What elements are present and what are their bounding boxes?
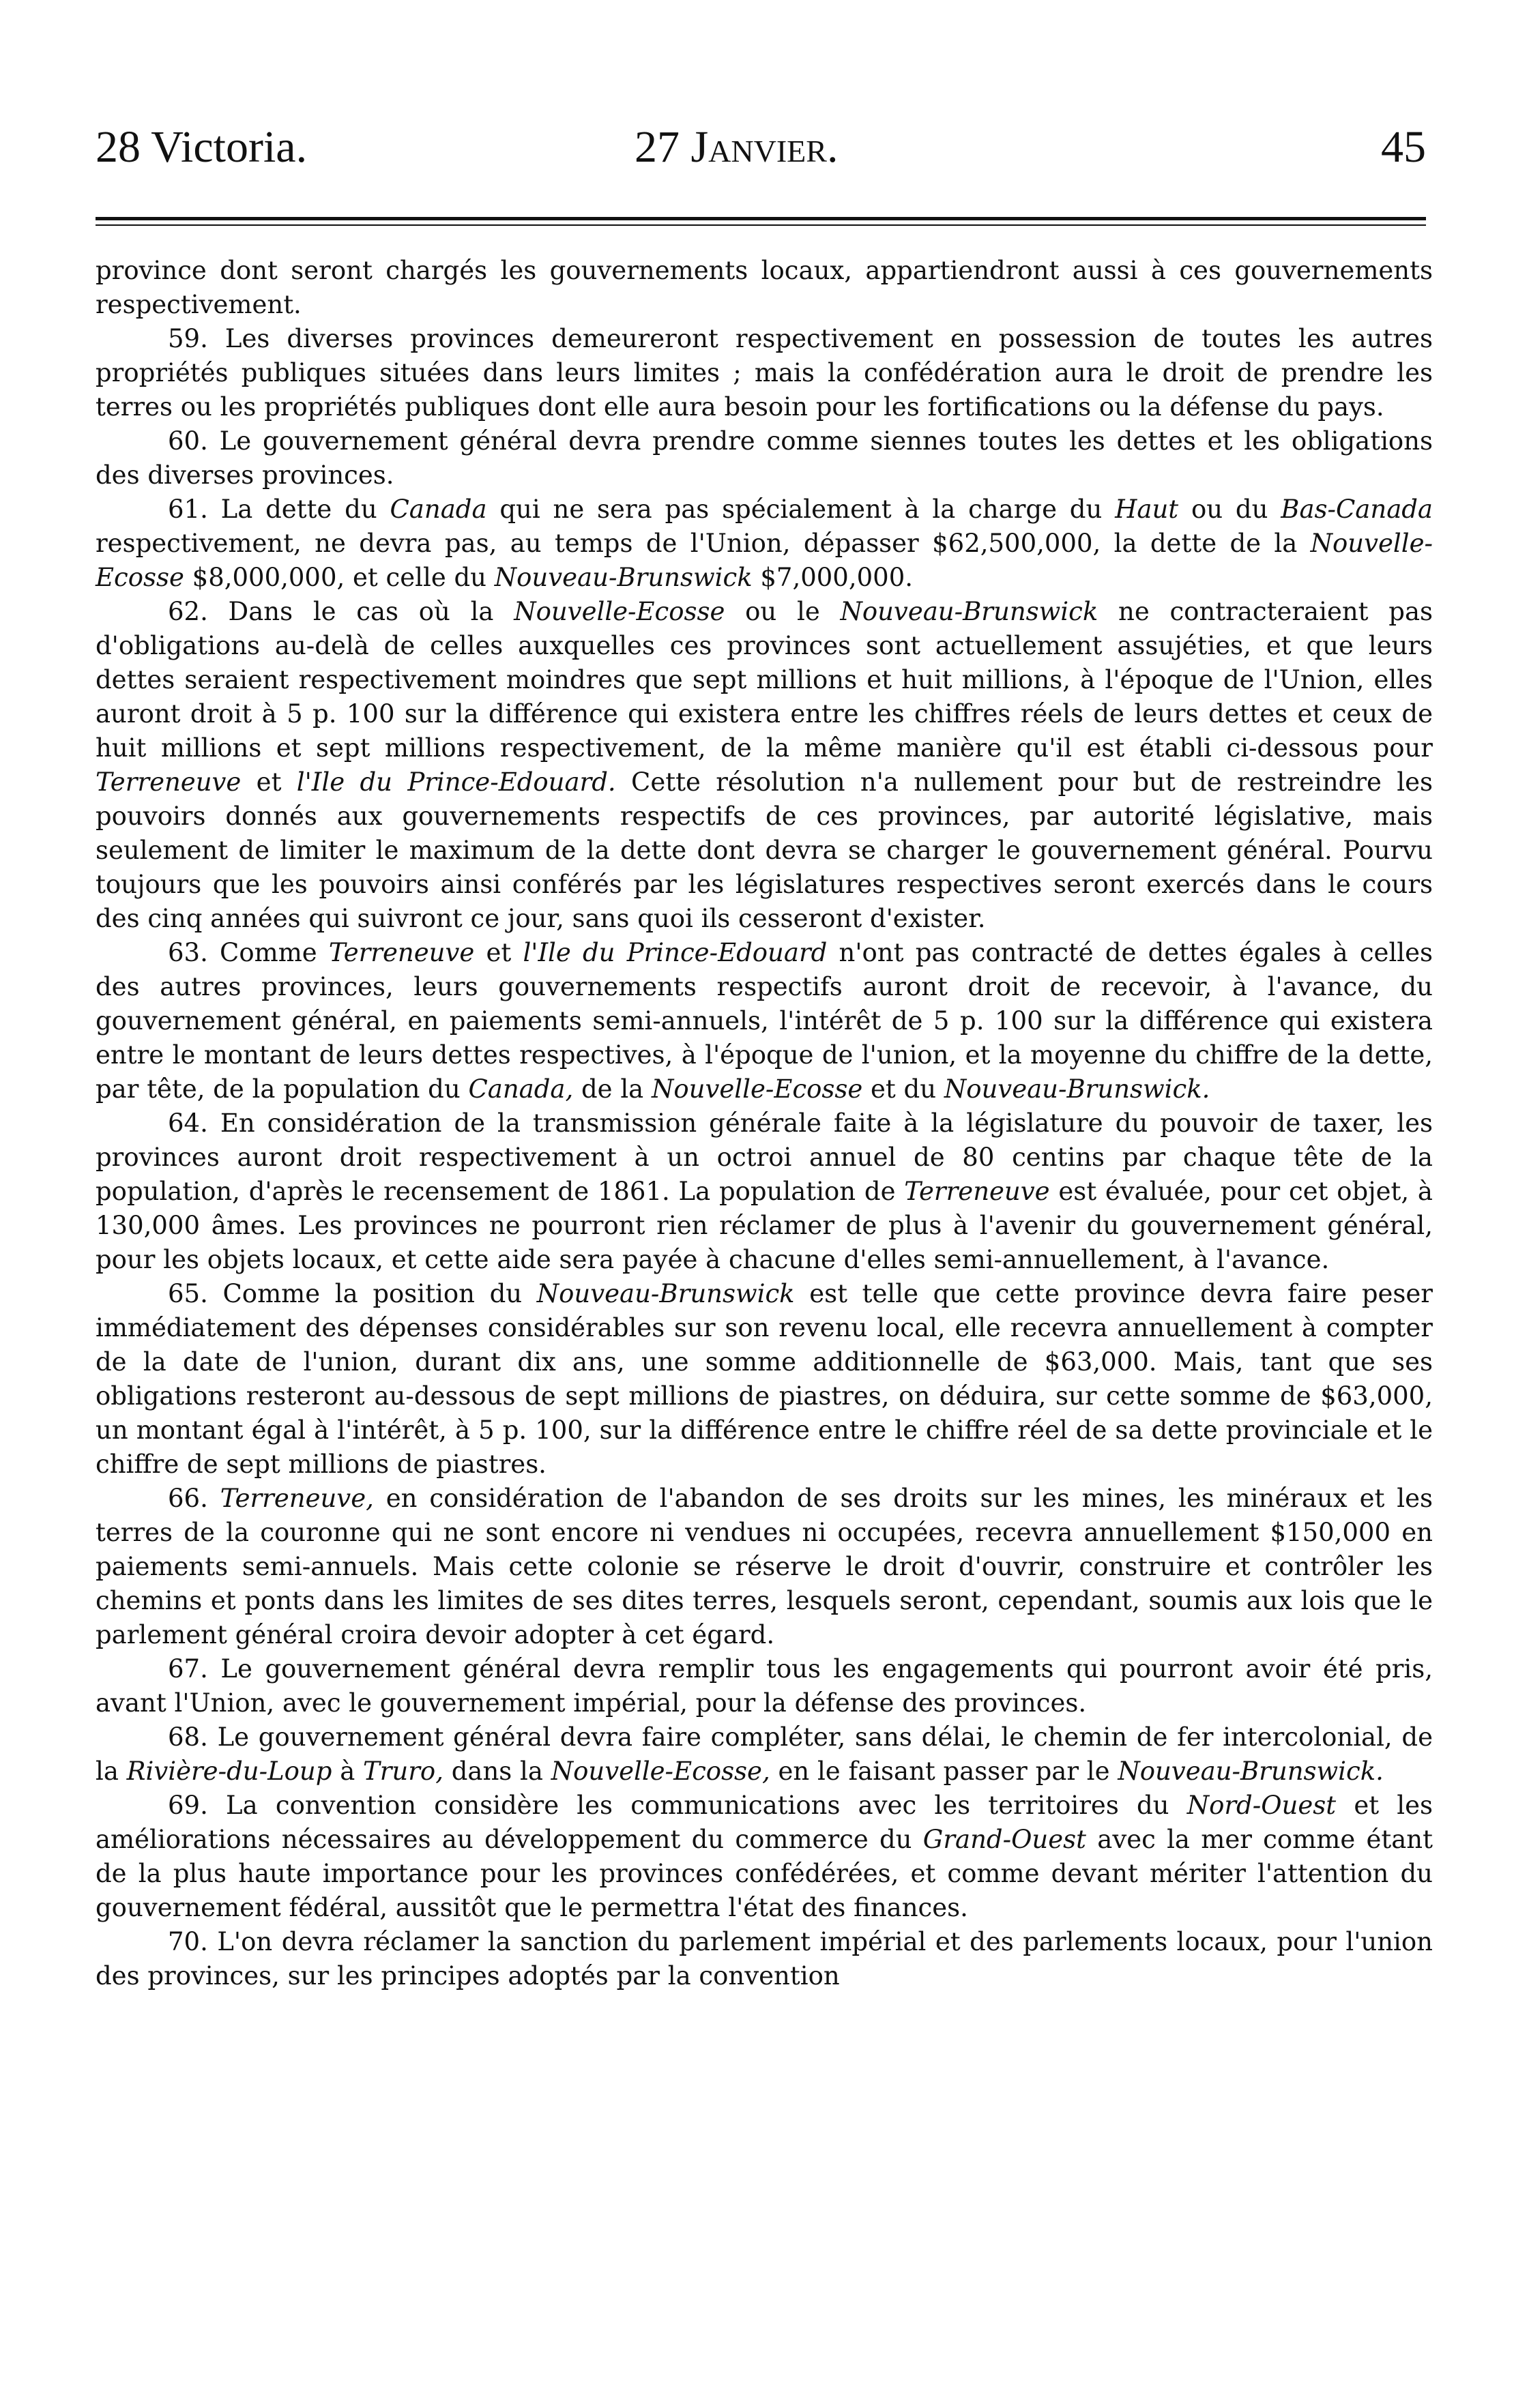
italic-text: Terreneuve: [904, 1177, 1050, 1206]
paragraph-p67: [96, 1652, 1433, 1720]
italic-text: Nord-Ouest: [1187, 1791, 1337, 1820]
text-run: ou du: [1178, 495, 1281, 524]
italic-text: Nouvelle-Ecosse: [514, 597, 725, 626]
text-run: qui ne sera pas spécialement à la charge du: [486, 495, 1116, 524]
italic-text: Terreneuve: [96, 767, 242, 797]
text-run: 64. En considération de la transmission générale faite à la législature du pouvoir de taxer, les provinces auront droit respectivement à un octroi annuel de 80 centins par chaque tête de la population, d'après le recensement de 1861. La population de: [96, 1108, 1433, 1206]
text-run: en le faisant passer par le: [770, 1757, 1118, 1786]
text-run: 63. Comme: [168, 938, 329, 967]
text-run: avec la mer comme étant de la plus haute importance pour les provinces confédérées, et comme devant mériter l'attention du gouvernement fédéral, aussitôt que le permettra l'état des finances.: [96, 1825, 1433, 1922]
paragraph-p60: [96, 424, 1433, 493]
header-rule-thin: [96, 224, 1426, 226]
paragraph-p66: [96, 1482, 1433, 1652]
paragraph-cont: [96, 254, 1433, 322]
text-run: dans la: [443, 1757, 551, 1786]
paragraph-p69: [96, 1789, 1433, 1925]
italic-text: Terreneuve: [328, 938, 475, 967]
italic-text: Nouveau-Brunswick.: [1118, 1757, 1384, 1786]
paragraph-p65: [96, 1277, 1433, 1482]
italic-text: Nouveau-Brunswick: [840, 597, 1098, 626]
text-run: est évaluée, pour cet objet, à 130,000 âmes. Les provinces ne pourront rien réclamer de plus à l'avenir du gouvernement général, pour les objets locaux, et cette aide sera payée à chacune d'elles semi-annuellement, à l'avance.: [96, 1177, 1433, 1274]
italic-text: Grand-Ouest: [922, 1825, 1087, 1854]
text-run: ou le: [725, 597, 841, 626]
text-run: 66.: [168, 1484, 220, 1513]
paragraph-p62: [96, 595, 1433, 936]
paragraph-p59: [96, 322, 1433, 424]
italic-text: l'Ile du Prince-Edouard.: [296, 767, 616, 797]
text-run: Cette résolution n'a nullement pour but de restreindre les pouvoirs donnés aux gouvernements respectifs de ces provinces, par autorité législative, mais seulement de limiter le maximum de la dette dont devra se charger le gouvernement général. Pourvu toujours que les pouvoirs ainsi conférés par les législatures respectives seront exercés dans le cours des cinq années qui suivront ce jour, sans quoi ils cesseront d'exister.: [96, 767, 1433, 933]
paragraph-p63: [96, 936, 1433, 1106]
text-run: 61. La dette du: [168, 495, 390, 524]
text-run: 68. Le gouvernement général devra faire compléter, sans délai, le chemin de fer intercolonial, de la: [96, 1722, 1433, 1786]
italic-text: Nouvelle-Ecosse: [652, 1074, 863, 1104]
text-run: à: [332, 1757, 364, 1786]
header-rule-thick: [96, 217, 1426, 220]
italic-text: Nouvelle-Ecosse,: [551, 1757, 770, 1786]
italic-text: Nouveau-Brunswick: [536, 1279, 795, 1308]
paragraph-p61: [96, 493, 1433, 595]
italic-text: Truro,: [363, 1757, 443, 1786]
italic-text: Canada: [390, 495, 487, 524]
text-run: en considération de l'abandon de ses droits sur les mines, les minéraux et les terres de la couronne qui ne sont encore ni vendues ni occupées, recevra annuellement $150,000 en paiements semi-annuels. Mais cette colonie se réserve le droit d'ouvrir, construire et contrôler les chemins et ponts dans les limites de ses dites terres, lesquels seront, cependant, soumis aux lois que le parlement général croira devoir adopter à cet égard.: [96, 1484, 1433, 1649]
text-run: et: [241, 767, 297, 797]
paragraph-p70: [96, 1925, 1433, 1993]
text-run: est telle que cette province devra faire peser immédiatement des dépenses considérables sur son revenu local, elle recevra annuellement à compter de la date de l'union, durant dix ans, une somme additionnelle de $63,000. Mais, tant que ses obligations resteront au-dessous de sept millions de piastres, on déduira, sur cette somme de $63,000, un montant égal à l'intérêt, à 5 p. 100, sur la différence entre le chiffre réel de sa dette provinciale et le chiffre de sept millions de piastres.: [96, 1279, 1433, 1479]
italic-text: l'Ile du Prince-Edouard: [523, 938, 828, 967]
italic-text: Nouvelle-Ecosse: [96, 529, 1433, 592]
text-run: 67. Le gouvernement général devra remplir tous les engagements qui pourront avoir été pris, avant l'Union, avec le gouvernement impérial, pour la défense des provinces.: [96, 1654, 1433, 1718]
italic-text: Rivière-du-Loup: [126, 1757, 332, 1786]
text-run: province dont seront chargés les gouvernements locaux, appartiendront aussi à ces gouvernements respectivement.: [96, 256, 1433, 319]
text-run: 70. L'on devra réclamer la sanction du parlement impérial et des parlements locaux, pour l'union des provinces, sur les principes adoptés par la convention: [96, 1927, 1433, 1991]
text-run: ne contracteraient pas d'obligations au-delà de celles auxquelles ces provinces sont actuellement assujéties, et que leurs dettes seraient respectivement moindres que sept millions et huit millions, à l'époque de l'Union, elles auront droit à 5 p. 100 sur la différence qui existera entre les chiffres réels de leurs dettes et ceux de huit millions et sept millions respectivement, de la même manière qu'il est établi ci-dessous pour: [96, 597, 1433, 763]
text-run: et les améliorations nécessaires au développement du commerce du: [96, 1791, 1433, 1854]
italic-text: Bas-Canada: [1281, 495, 1433, 524]
text-run: 60. Le gouvernement général devra prendre comme siennes toutes les dettes et les obligations des diverses provinces.: [96, 426, 1433, 490]
text-run: de la: [573, 1074, 652, 1104]
text-run: $8,000,000, et celle du: [184, 563, 495, 592]
text-run: 69. La convention considère les communications avec les territoires du: [168, 1791, 1187, 1820]
header-session: 28 Victoria.: [96, 122, 308, 172]
italic-text: Haut: [1115, 495, 1179, 524]
text-run: 62. Dans le cas où la: [168, 597, 514, 626]
text-run: $7,000,000.: [752, 563, 913, 592]
text-run: 59. Les diverses provinces demeureront respectivement en possession de toutes les autres propriétés publiques situées dans leurs limites ; mais la confédération aura le droit de prendre les terres ou les propriétés publiques dont elle aura besoin pour les fortifications ou la défense du pays.: [96, 324, 1433, 422]
text-run: respectivement, ne devra pas, au temps de l'Union, dépasser $62,500,000, la dette de la: [96, 529, 1311, 558]
italic-text: Terreneuve,: [220, 1484, 374, 1513]
text-run: et: [474, 938, 523, 967]
text-run: et du: [862, 1074, 944, 1104]
text-run: n'ont pas contracté de dettes égales à celles des autres provinces, leurs gouvernements respectifs auront droit de recevoir, à l'avance, du gouvernement général, en paiements semi-annuels, l'intérêt de 5 p. 100 sur la différence qui existera entre le montant de leurs dettes respectives, à l'époque de l'union, et la moyenne du chiffre de la dette, par tête, de la population du: [96, 938, 1433, 1104]
body-text: [96, 254, 1433, 1993]
running-header: [96, 121, 1426, 183]
italic-text: Nouveau-Brunswick.: [944, 1074, 1210, 1104]
paragraph-p68: [96, 1720, 1433, 1789]
header-date: 27 Janvier.: [635, 122, 839, 172]
italic-text: Nouveau-Brunswick: [494, 563, 753, 592]
paragraph-p64: [96, 1106, 1433, 1277]
page-number: 45: [1381, 122, 1426, 172]
text-run: 65. Comme la position du: [168, 1279, 537, 1308]
italic-text: Canada,: [468, 1074, 574, 1104]
